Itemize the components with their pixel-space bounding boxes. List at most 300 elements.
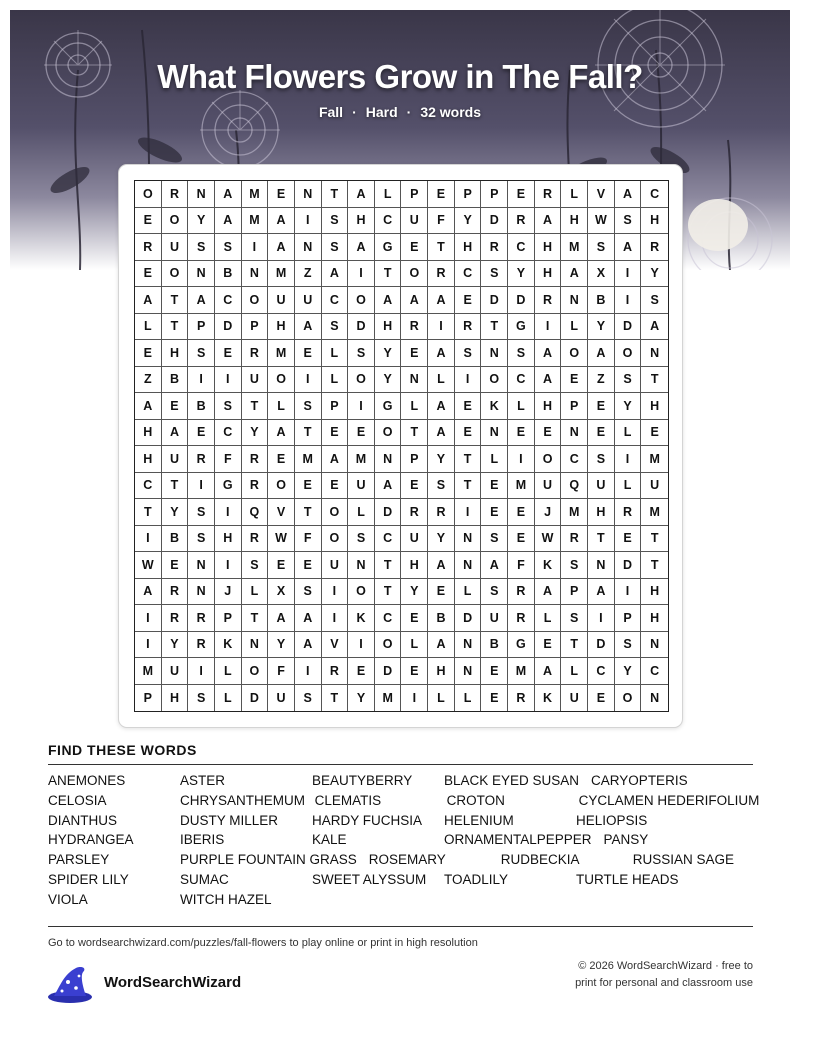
grid-cell[interactable]: F bbox=[295, 526, 322, 553]
grid-cell[interactable]: E bbox=[295, 552, 322, 579]
grid-cell[interactable]: N bbox=[455, 552, 482, 579]
grid-cell[interactable]: R bbox=[428, 261, 455, 288]
grid-cell[interactable]: A bbox=[295, 605, 322, 632]
grid-cell[interactable]: C bbox=[561, 446, 588, 473]
grid-cell[interactable]: A bbox=[215, 181, 242, 208]
grid-cell[interactable]: E bbox=[135, 261, 162, 288]
grid-cell[interactable]: R bbox=[615, 499, 642, 526]
grid-cell[interactable]: H bbox=[561, 208, 588, 235]
grid-cell[interactable]: S bbox=[455, 340, 482, 367]
grid-cell[interactable]: O bbox=[615, 685, 642, 712]
grid-cell[interactable]: I bbox=[322, 605, 349, 632]
grid-cell[interactable]: R bbox=[508, 579, 535, 606]
grid-cell[interactable]: E bbox=[401, 473, 428, 500]
grid-cell[interactable]: H bbox=[135, 446, 162, 473]
grid-cell[interactable]: Y bbox=[268, 632, 295, 659]
grid-cell[interactable]: L bbox=[268, 393, 295, 420]
grid-cell[interactable]: I bbox=[455, 367, 482, 394]
grid-cell[interactable]: I bbox=[242, 234, 269, 261]
grid-cell[interactable]: T bbox=[322, 181, 349, 208]
grid-cell[interactable]: N bbox=[348, 552, 375, 579]
grid-cell[interactable]: I bbox=[615, 446, 642, 473]
grid-cell[interactable]: D bbox=[215, 314, 242, 341]
grid-cell[interactable]: R bbox=[508, 208, 535, 235]
grid-cell[interactable]: E bbox=[268, 552, 295, 579]
grid-cell[interactable]: E bbox=[215, 340, 242, 367]
grid-cell[interactable]: I bbox=[615, 579, 642, 606]
grid-cell[interactable]: M bbox=[561, 234, 588, 261]
grid-cell[interactable]: T bbox=[322, 685, 349, 712]
grid-cell[interactable]: C bbox=[508, 234, 535, 261]
grid-cell[interactable]: M bbox=[375, 685, 402, 712]
grid-cell[interactable]: R bbox=[535, 287, 562, 314]
grid-cell[interactable]: R bbox=[162, 181, 189, 208]
grid-cell[interactable]: R bbox=[242, 446, 269, 473]
grid-cell[interactable]: A bbox=[588, 579, 615, 606]
grid-cell[interactable]: E bbox=[588, 685, 615, 712]
grid-cell[interactable]: N bbox=[375, 446, 402, 473]
grid-cell[interactable]: P bbox=[615, 605, 642, 632]
grid-cell[interactable]: C bbox=[215, 287, 242, 314]
grid-cell[interactable]: B bbox=[162, 367, 189, 394]
grid-cell[interactable]: L bbox=[455, 685, 482, 712]
grid-cell[interactable]: O bbox=[481, 367, 508, 394]
grid-cell[interactable]: U bbox=[401, 526, 428, 553]
grid-cell[interactable]: N bbox=[455, 632, 482, 659]
grid-cell[interactable]: V bbox=[322, 632, 349, 659]
grid-cell[interactable]: I bbox=[188, 367, 215, 394]
grid-cell[interactable]: O bbox=[242, 287, 269, 314]
grid-cell[interactable]: D bbox=[375, 658, 402, 685]
grid-cell[interactable]: O bbox=[401, 261, 428, 288]
grid-cell[interactable]: H bbox=[162, 340, 189, 367]
grid-cell[interactable]: G bbox=[375, 234, 402, 261]
grid-cell[interactable]: V bbox=[588, 181, 615, 208]
grid-cell[interactable]: X bbox=[588, 261, 615, 288]
grid-cell[interactable]: N bbox=[561, 287, 588, 314]
grid-cell[interactable]: C bbox=[375, 208, 402, 235]
grid-cell[interactable]: X bbox=[268, 579, 295, 606]
grid-cell[interactable]: Q bbox=[561, 473, 588, 500]
grid-cell[interactable]: L bbox=[135, 314, 162, 341]
grid-cell[interactable]: F bbox=[268, 658, 295, 685]
grid-cell[interactable]: B bbox=[588, 287, 615, 314]
grid-cell[interactable]: I bbox=[215, 367, 242, 394]
grid-cell[interactable]: E bbox=[348, 420, 375, 447]
grid-cell[interactable]: A bbox=[162, 420, 189, 447]
grid-cell[interactable]: O bbox=[322, 526, 349, 553]
grid-cell[interactable]: Y bbox=[615, 658, 642, 685]
grid-cell[interactable]: L bbox=[615, 420, 642, 447]
grid-cell[interactable]: I bbox=[428, 314, 455, 341]
grid-cell[interactable]: A bbox=[295, 632, 322, 659]
grid-cell[interactable]: M bbox=[508, 658, 535, 685]
grid-cell[interactable]: O bbox=[135, 181, 162, 208]
grid-cell[interactable]: I bbox=[295, 367, 322, 394]
grid-cell[interactable]: W bbox=[135, 552, 162, 579]
grid-cell[interactable]: E bbox=[641, 420, 668, 447]
grid-cell[interactable]: E bbox=[535, 420, 562, 447]
grid-cell[interactable]: Q bbox=[242, 499, 269, 526]
grid-cell[interactable]: F bbox=[428, 208, 455, 235]
grid-cell[interactable]: H bbox=[268, 314, 295, 341]
grid-cell[interactable]: P bbox=[455, 181, 482, 208]
grid-cell[interactable]: P bbox=[561, 579, 588, 606]
grid-cell[interactable]: C bbox=[588, 658, 615, 685]
grid-cell[interactable]: S bbox=[348, 340, 375, 367]
grid-cell[interactable]: H bbox=[135, 420, 162, 447]
grid-cell[interactable]: R bbox=[641, 234, 668, 261]
grid-cell[interactable]: S bbox=[188, 685, 215, 712]
grid-cell[interactable]: S bbox=[322, 234, 349, 261]
grid-cell[interactable]: H bbox=[348, 208, 375, 235]
grid-cell[interactable]: E bbox=[561, 367, 588, 394]
grid-cell[interactable]: O bbox=[375, 632, 402, 659]
grid-cell[interactable]: K bbox=[348, 605, 375, 632]
grid-cell[interactable]: N bbox=[242, 261, 269, 288]
grid-cell[interactable]: L bbox=[322, 367, 349, 394]
grid-cell[interactable]: S bbox=[188, 526, 215, 553]
grid-cell[interactable]: E bbox=[481, 473, 508, 500]
grid-cell[interactable]: D bbox=[348, 314, 375, 341]
grid-cell[interactable]: T bbox=[375, 579, 402, 606]
grid-cell[interactable]: N bbox=[188, 579, 215, 606]
grid-cell[interactable]: M bbox=[268, 261, 295, 288]
grid-cell[interactable]: A bbox=[135, 579, 162, 606]
grid-cell[interactable]: N bbox=[641, 632, 668, 659]
grid-cell[interactable]: A bbox=[428, 287, 455, 314]
grid-cell[interactable]: Z bbox=[588, 367, 615, 394]
grid-cell[interactable]: E bbox=[508, 526, 535, 553]
grid-cell[interactable]: S bbox=[481, 261, 508, 288]
grid-cell[interactable]: N bbox=[295, 234, 322, 261]
grid-cell[interactable]: E bbox=[322, 420, 349, 447]
grid-cell[interactable]: A bbox=[135, 287, 162, 314]
grid-cell[interactable]: K bbox=[535, 552, 562, 579]
grid-cell[interactable]: E bbox=[481, 499, 508, 526]
grid-cell[interactable]: D bbox=[242, 685, 269, 712]
grid-cell[interactable]: E bbox=[295, 340, 322, 367]
grid-cell[interactable]: U bbox=[561, 685, 588, 712]
grid-cell[interactable]: I bbox=[188, 658, 215, 685]
grid-cell[interactable]: M bbox=[268, 340, 295, 367]
grid-cell[interactable]: A bbox=[295, 314, 322, 341]
grid-cell[interactable]: T bbox=[135, 499, 162, 526]
grid-cell[interactable]: E bbox=[401, 340, 428, 367]
grid-cell[interactable]: M bbox=[641, 446, 668, 473]
grid-cell[interactable]: U bbox=[162, 658, 189, 685]
grid-cell[interactable]: N bbox=[188, 552, 215, 579]
grid-cell[interactable]: E bbox=[295, 473, 322, 500]
grid-cell[interactable]: E bbox=[455, 420, 482, 447]
grid-cell[interactable]: G bbox=[375, 393, 402, 420]
grid-cell[interactable]: E bbox=[428, 181, 455, 208]
grid-cell[interactable]: R bbox=[242, 340, 269, 367]
grid-cell[interactable]: B bbox=[162, 526, 189, 553]
grid-cell[interactable]: T bbox=[455, 473, 482, 500]
grid-cell[interactable]: E bbox=[401, 605, 428, 632]
grid-cell[interactable]: E bbox=[135, 208, 162, 235]
grid-cell[interactable]: L bbox=[535, 605, 562, 632]
grid-cell[interactable]: M bbox=[135, 658, 162, 685]
grid-cell[interactable]: A bbox=[615, 181, 642, 208]
grid-cell[interactable]: I bbox=[348, 632, 375, 659]
grid-cell[interactable]: S bbox=[295, 393, 322, 420]
grid-cell[interactable]: U bbox=[242, 367, 269, 394]
grid-cell[interactable]: P bbox=[135, 685, 162, 712]
grid-cell[interactable]: I bbox=[295, 658, 322, 685]
grid-cell[interactable]: N bbox=[455, 658, 482, 685]
grid-cell[interactable]: H bbox=[535, 234, 562, 261]
grid-cell[interactable]: L bbox=[561, 314, 588, 341]
grid-cell[interactable]: R bbox=[135, 234, 162, 261]
grid-cell[interactable]: D bbox=[375, 499, 402, 526]
grid-cell[interactable]: A bbox=[188, 287, 215, 314]
grid-cell[interactable]: C bbox=[322, 287, 349, 314]
grid-cell[interactable]: B bbox=[481, 632, 508, 659]
grid-cell[interactable]: E bbox=[135, 340, 162, 367]
grid-cell[interactable]: H bbox=[641, 579, 668, 606]
grid-cell[interactable]: C bbox=[135, 473, 162, 500]
grid-cell[interactable]: E bbox=[322, 473, 349, 500]
grid-cell[interactable]: Z bbox=[295, 261, 322, 288]
grid-cell[interactable]: A bbox=[641, 314, 668, 341]
grid-cell[interactable]: S bbox=[561, 552, 588, 579]
grid-cell[interactable]: E bbox=[162, 393, 189, 420]
grid-cell[interactable]: I bbox=[135, 526, 162, 553]
grid-cell[interactable]: I bbox=[215, 552, 242, 579]
grid-cell[interactable]: S bbox=[322, 314, 349, 341]
grid-cell[interactable]: E bbox=[188, 420, 215, 447]
grid-cell[interactable]: A bbox=[428, 420, 455, 447]
grid-cell[interactable]: M bbox=[295, 446, 322, 473]
grid-cell[interactable]: H bbox=[641, 605, 668, 632]
grid-cell[interactable]: E bbox=[268, 446, 295, 473]
grid-cell[interactable]: S bbox=[188, 340, 215, 367]
grid-cell[interactable]: L bbox=[322, 340, 349, 367]
grid-cell[interactable]: L bbox=[561, 181, 588, 208]
grid-cell[interactable]: T bbox=[455, 446, 482, 473]
grid-cell[interactable]: T bbox=[242, 393, 269, 420]
grid-cell[interactable]: Y bbox=[428, 446, 455, 473]
grid-cell[interactable]: T bbox=[242, 605, 269, 632]
grid-cell[interactable]: H bbox=[455, 234, 482, 261]
grid-cell[interactable]: S bbox=[508, 340, 535, 367]
grid-cell[interactable]: B bbox=[215, 261, 242, 288]
grid-cell[interactable]: T bbox=[295, 499, 322, 526]
grid-cell[interactable]: A bbox=[535, 340, 562, 367]
grid-cell[interactable]: T bbox=[401, 420, 428, 447]
grid-cell[interactable]: D bbox=[455, 605, 482, 632]
grid-cell[interactable]: I bbox=[508, 446, 535, 473]
grid-cell[interactable]: L bbox=[508, 393, 535, 420]
grid-cell[interactable]: D bbox=[588, 632, 615, 659]
grid-cell[interactable]: A bbox=[535, 658, 562, 685]
grid-cell[interactable]: E bbox=[455, 287, 482, 314]
grid-cell[interactable]: O bbox=[348, 287, 375, 314]
grid-cell[interactable]: L bbox=[401, 632, 428, 659]
grid-cell[interactable]: R bbox=[455, 314, 482, 341]
grid-cell[interactable]: L bbox=[561, 658, 588, 685]
grid-cell[interactable]: M bbox=[242, 181, 269, 208]
grid-cell[interactable]: L bbox=[428, 367, 455, 394]
grid-cell[interactable]: K bbox=[215, 632, 242, 659]
grid-cell[interactable]: T bbox=[375, 552, 402, 579]
grid-cell[interactable]: S bbox=[641, 287, 668, 314]
grid-cell[interactable]: N bbox=[561, 420, 588, 447]
grid-cell[interactable]: Y bbox=[162, 499, 189, 526]
grid-cell[interactable]: R bbox=[561, 526, 588, 553]
grid-cell[interactable]: T bbox=[428, 234, 455, 261]
grid-cell[interactable]: Y bbox=[455, 208, 482, 235]
grid-cell[interactable]: S bbox=[188, 499, 215, 526]
grid-cell[interactable]: I bbox=[455, 499, 482, 526]
grid-cell[interactable]: A bbox=[535, 367, 562, 394]
grid-cell[interactable]: S bbox=[561, 605, 588, 632]
grid-cell[interactable]: O bbox=[242, 658, 269, 685]
grid-cell[interactable]: A bbox=[428, 393, 455, 420]
grid-cell[interactable]: N bbox=[188, 181, 215, 208]
grid-cell[interactable]: U bbox=[162, 446, 189, 473]
grid-cell[interactable]: P bbox=[401, 181, 428, 208]
grid-cell[interactable]: E bbox=[508, 420, 535, 447]
grid-cell[interactable]: O bbox=[615, 340, 642, 367]
grid-cell[interactable]: W bbox=[535, 526, 562, 553]
grid-cell[interactable]: N bbox=[295, 181, 322, 208]
grid-cell[interactable]: N bbox=[641, 340, 668, 367]
grid-cell[interactable]: C bbox=[455, 261, 482, 288]
grid-cell[interactable]: R bbox=[481, 234, 508, 261]
grid-cell[interactable]: R bbox=[535, 181, 562, 208]
grid-cell[interactable]: M bbox=[348, 446, 375, 473]
grid-cell[interactable]: C bbox=[375, 526, 402, 553]
grid-cell[interactable]: P bbox=[242, 314, 269, 341]
grid-cell[interactable]: L bbox=[481, 446, 508, 473]
grid-cell[interactable]: A bbox=[215, 208, 242, 235]
grid-cell[interactable]: O bbox=[375, 420, 402, 447]
grid-cell[interactable]: I bbox=[215, 499, 242, 526]
grid-cell[interactable]: A bbox=[348, 234, 375, 261]
grid-cell[interactable]: S bbox=[428, 473, 455, 500]
grid-cell[interactable]: A bbox=[375, 473, 402, 500]
grid-cell[interactable]: E bbox=[428, 579, 455, 606]
grid-cell[interactable]: A bbox=[535, 579, 562, 606]
grid-cell[interactable]: A bbox=[428, 552, 455, 579]
grid-cell[interactable]: K bbox=[481, 393, 508, 420]
grid-cell[interactable]: G bbox=[508, 314, 535, 341]
grid-cell[interactable]: U bbox=[268, 685, 295, 712]
grid-cell[interactable]: R bbox=[508, 605, 535, 632]
grid-cell[interactable]: A bbox=[535, 208, 562, 235]
grid-cell[interactable]: E bbox=[401, 234, 428, 261]
grid-cell[interactable]: E bbox=[268, 181, 295, 208]
grid-cell[interactable]: O bbox=[348, 579, 375, 606]
grid-cell[interactable]: Y bbox=[162, 632, 189, 659]
grid-cell[interactable]: P bbox=[481, 181, 508, 208]
grid-cell[interactable]: R bbox=[188, 446, 215, 473]
grid-cell[interactable]: T bbox=[561, 632, 588, 659]
grid-cell[interactable]: I bbox=[348, 393, 375, 420]
grid-cell[interactable]: R bbox=[401, 499, 428, 526]
grid-cell[interactable]: J bbox=[215, 579, 242, 606]
grid-cell[interactable]: S bbox=[295, 685, 322, 712]
grid-cell[interactable]: E bbox=[508, 499, 535, 526]
grid-cell[interactable]: S bbox=[615, 208, 642, 235]
grid-cell[interactable]: R bbox=[428, 499, 455, 526]
grid-cell[interactable]: C bbox=[375, 605, 402, 632]
grid-cell[interactable]: S bbox=[615, 632, 642, 659]
grid-cell[interactable]: D bbox=[481, 287, 508, 314]
grid-cell[interactable]: A bbox=[588, 340, 615, 367]
grid-cell[interactable]: U bbox=[322, 552, 349, 579]
grid-cell[interactable]: M bbox=[508, 473, 535, 500]
grid-cell[interactable]: S bbox=[481, 526, 508, 553]
grid-cell[interactable]: L bbox=[401, 393, 428, 420]
grid-cell[interactable]: S bbox=[215, 393, 242, 420]
grid-cell[interactable]: L bbox=[375, 181, 402, 208]
grid-cell[interactable]: Z bbox=[135, 367, 162, 394]
grid-cell[interactable]: E bbox=[401, 658, 428, 685]
grid-cell[interactable]: R bbox=[162, 579, 189, 606]
grid-cell[interactable]: A bbox=[322, 261, 349, 288]
grid-cell[interactable]: T bbox=[641, 526, 668, 553]
grid-cell[interactable]: O bbox=[322, 499, 349, 526]
grid-cell[interactable]: E bbox=[481, 658, 508, 685]
grid-cell[interactable]: A bbox=[348, 181, 375, 208]
grid-cell[interactable]: E bbox=[615, 526, 642, 553]
grid-cell[interactable]: T bbox=[641, 552, 668, 579]
grid-cell[interactable]: U bbox=[295, 287, 322, 314]
grid-cell[interactable]: U bbox=[535, 473, 562, 500]
grid-cell[interactable]: L bbox=[348, 499, 375, 526]
grid-cell[interactable]: A bbox=[401, 287, 428, 314]
grid-cell[interactable]: M bbox=[242, 208, 269, 235]
grid-cell[interactable]: A bbox=[428, 632, 455, 659]
grid-cell[interactable]: O bbox=[561, 340, 588, 367]
grid-cell[interactable]: Y bbox=[641, 261, 668, 288]
grid-cell[interactable]: P bbox=[401, 446, 428, 473]
grid-cell[interactable]: P bbox=[322, 393, 349, 420]
grid-cell[interactable]: S bbox=[215, 234, 242, 261]
grid-cell[interactable]: E bbox=[348, 658, 375, 685]
grid-cell[interactable]: T bbox=[162, 287, 189, 314]
grid-cell[interactable]: B bbox=[188, 393, 215, 420]
grid-cell[interactable]: H bbox=[428, 658, 455, 685]
grid-cell[interactable]: T bbox=[641, 367, 668, 394]
grid-cell[interactable]: F bbox=[508, 552, 535, 579]
grid-cell[interactable]: N bbox=[481, 420, 508, 447]
grid-cell[interactable]: H bbox=[215, 526, 242, 553]
grid-cell[interactable]: I bbox=[322, 579, 349, 606]
grid-cell[interactable]: A bbox=[561, 261, 588, 288]
grid-cell[interactable]: A bbox=[615, 234, 642, 261]
grid-cell[interactable]: H bbox=[162, 685, 189, 712]
grid-cell[interactable]: H bbox=[535, 261, 562, 288]
grid-cell[interactable]: H bbox=[375, 314, 402, 341]
grid-cell[interactable]: Y bbox=[348, 685, 375, 712]
grid-cell[interactable]: I bbox=[295, 208, 322, 235]
grid-cell[interactable]: S bbox=[588, 234, 615, 261]
grid-cell[interactable]: I bbox=[401, 685, 428, 712]
grid-cell[interactable]: I bbox=[588, 605, 615, 632]
grid-cell[interactable]: G bbox=[508, 632, 535, 659]
grid-cell[interactable]: R bbox=[162, 605, 189, 632]
grid-cell[interactable]: T bbox=[481, 314, 508, 341]
grid-cell[interactable]: T bbox=[588, 526, 615, 553]
grid-cell[interactable]: A bbox=[375, 287, 402, 314]
grid-cell[interactable]: S bbox=[481, 579, 508, 606]
grid-cell[interactable]: D bbox=[615, 552, 642, 579]
